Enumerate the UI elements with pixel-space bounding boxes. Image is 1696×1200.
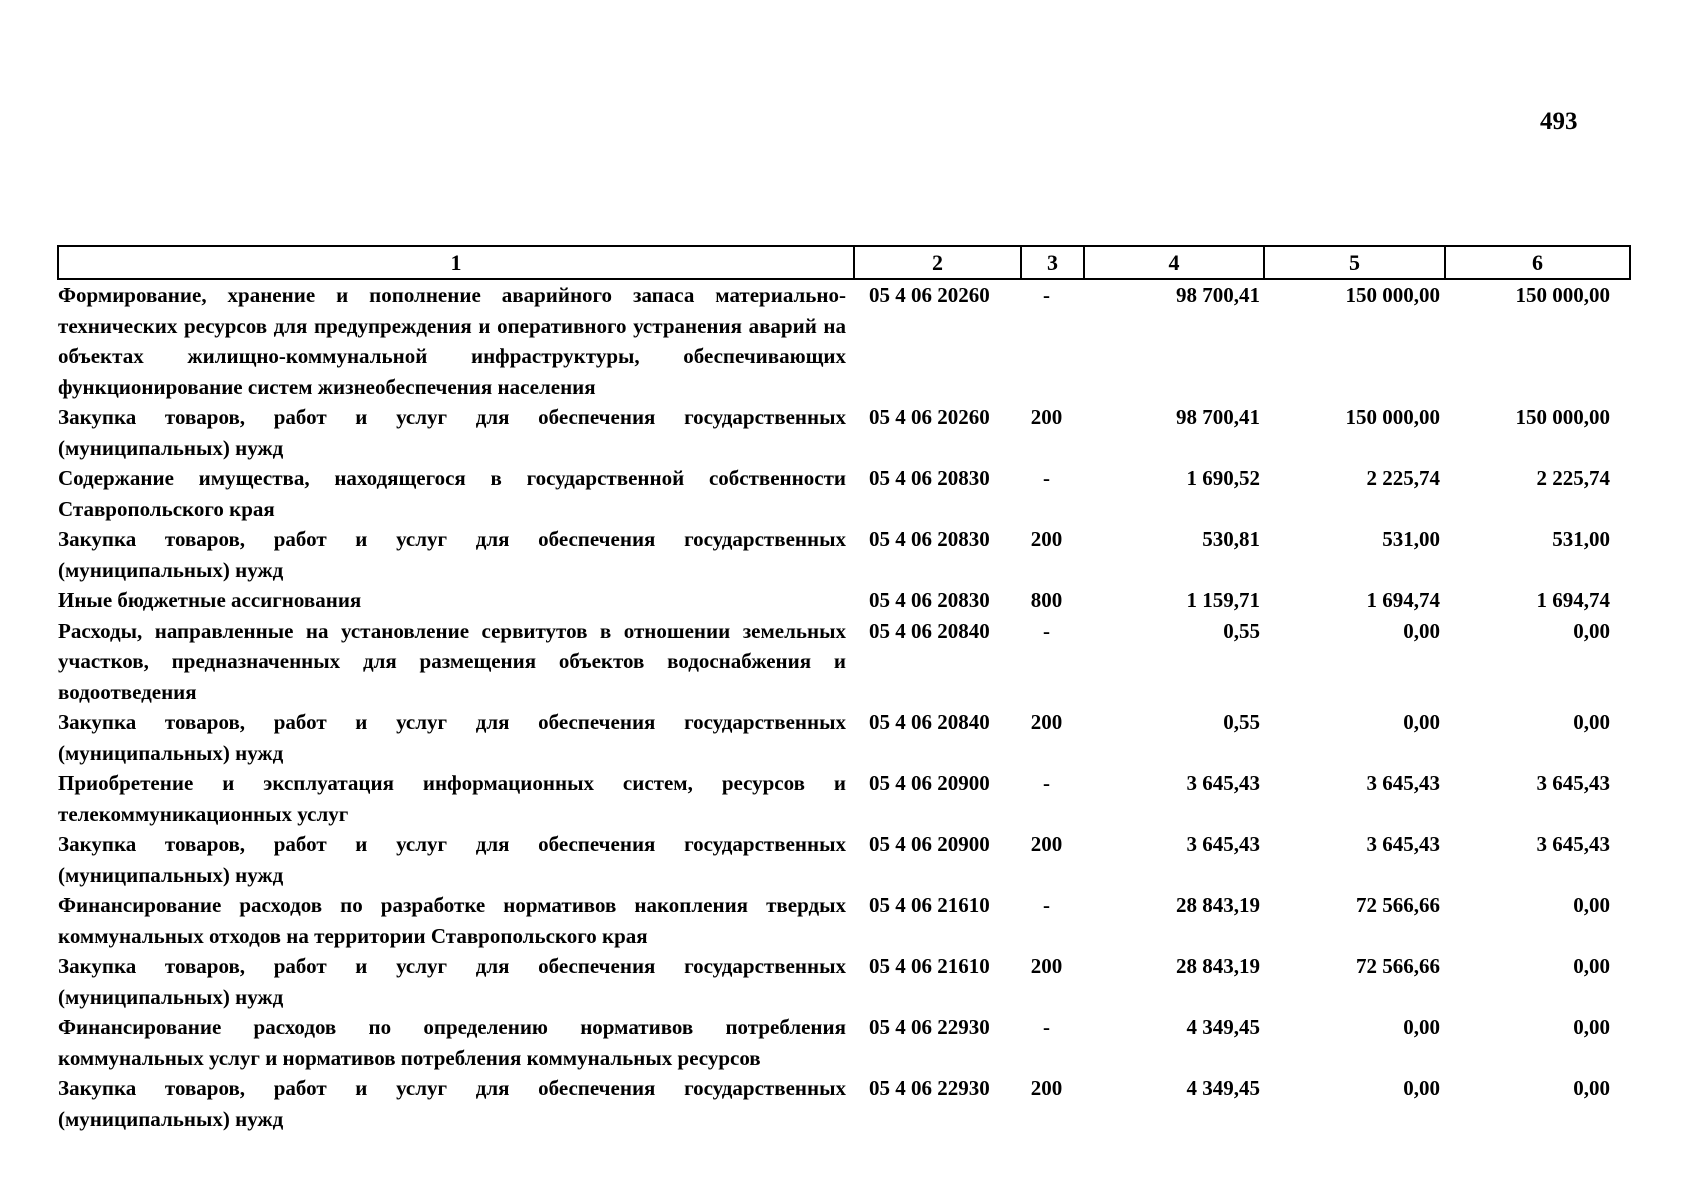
amount-col5: 3 645,43 [1366,832,1440,856]
column-header: 4 [1084,246,1264,279]
amount-col6: 3 645,43 [1536,771,1610,795]
amount-col4: 98 700,41 [1176,405,1260,429]
expense-type: - [1043,466,1050,490]
amount-col6: 0,00 [1573,893,1610,917]
row-name: Иные бюджетные ассигнования [58,588,362,612]
amount-col4: 0,55 [1223,710,1260,734]
amount-col4: 3 645,43 [1186,832,1260,856]
amount-col5: 72 566,66 [1356,893,1440,917]
target-code: 05 4 06 20260 [869,283,990,307]
amount-col6: 0,00 [1573,618,1610,643]
expense-type: - [1043,771,1050,795]
amount-col5: 150 000,00 [1345,283,1440,307]
row-name: Финансирование расходов по определению нормативов потребления коммунальных услуг и нормативов потребления коммунальных ресурсов [58,1015,846,1070]
amount-col6: 0,00 [1573,1076,1610,1100]
target-code: 05 4 06 22930 [869,1015,990,1039]
amount-col6: 150 000,00 [1515,405,1610,429]
amount-col5: 0,00 [1403,710,1440,734]
column-header: 6 [1445,246,1630,279]
column-header: 3 [1021,246,1084,279]
column-header: 5 [1264,246,1445,279]
expense-type: - [1043,283,1050,307]
target-code: 05 4 06 20830 [869,466,990,490]
expense-type: 200 [1030,832,1063,856]
budget-table [57,245,1631,1134]
row-name: Приобретение и эксплуатация информационных систем, ресурсов и телекоммуникационных услуг [58,771,846,826]
amount-col4: 530,81 [1202,527,1260,551]
amount-col5: 1 694,74 [1366,588,1440,612]
expense-type: 200 [1030,527,1063,551]
table-row [58,585,1630,616]
table-row [58,279,1630,402]
target-code: 05 4 06 21610 [869,893,990,917]
table-body [58,279,1630,1134]
amount-col5: 72 566,66 [1356,954,1440,978]
amount-col6: 2 225,74 [1536,466,1610,490]
row-name: Закупка товаров, работ и услуг для обеспечения государственных (муниципальных) нужд [58,954,846,1009]
target-code: 05 4 06 20830 [869,527,990,551]
expense-type: - [1043,1015,1050,1039]
row-name: Закупка товаров, работ и услуг для обеспечения государственных (муниципальных) нужд [58,527,846,582]
expense-type: 200 [1030,710,1063,734]
amount-col4: 0,55 [1223,618,1260,643]
expense-type: 200 [1030,405,1063,429]
amount-col4: 98 700,41 [1176,283,1260,307]
target-code: 05 4 06 20840 [869,710,990,734]
table-row [58,829,1630,890]
amount-col6: 0,00 [1573,1015,1610,1039]
amount-col4: 3 645,43 [1186,771,1260,795]
amount-col6: 531,00 [1552,527,1610,551]
table-row [58,1012,1630,1073]
target-code: 05 4 06 20900 [869,832,990,856]
column-header: 2 [854,246,1021,279]
amount-col5: 2 225,74 [1366,466,1440,490]
amount-col5: 150 000,00 [1345,405,1440,429]
amount-col4: 4 349,45 [1186,1015,1260,1039]
row-name: Формирование, хранение и пополнение аварийного запаса материально-технических ресурсов для предупреждения и оперативного устранения аварий на объектах жилищно-коммунальной инфраструктуры, обеспечивающих функционирование систем жизнеобеспечения населения [58,283,846,399]
row-name: Содержание имущества, находящегося в государственной собственности Ставропольского края [58,466,846,521]
expense-type: - [1043,618,1050,643]
table-row [58,524,1630,585]
expense-type: 800 [1030,588,1063,612]
expense-type: 200 [1030,954,1063,978]
amount-col6: 150 000,00 [1515,283,1610,307]
row-name: Закупка товаров, работ и услуг для обеспечения государственных (муниципальных) нужд [58,405,846,460]
table-header-row [58,246,1630,279]
target-code: 05 4 06 20260 [869,405,990,429]
amount-col5: 531,00 [1382,527,1440,551]
target-code: 05 4 06 21610 [869,954,990,978]
row-name: Закупка товаров, работ и услуг для обеспечения государственных (муниципальных) нужд [58,710,846,765]
target-code: 05 4 06 20900 [869,771,990,795]
target-code: 05 4 06 20830 [869,588,990,612]
amount-col5: 3 645,43 [1366,771,1440,795]
table-row [58,616,1630,708]
table-row [58,890,1630,951]
row-name: Расходы, направленные на установление сервитутов в отношении земельных участков, предназначенных для размещения объектов водоснабжения и водоотведения [58,618,846,704]
amount-col4: 1 159,71 [1186,588,1260,612]
table-row [58,1073,1630,1134]
amount-col6: 0,00 [1573,710,1610,734]
target-code: 05 4 06 20840 [869,618,990,643]
expense-type: 200 [1030,1076,1063,1100]
table-row [58,463,1630,524]
expense-type: - [1043,893,1050,917]
page-number: 493 [1540,108,1578,135]
target-code: 05 4 06 22930 [869,1076,990,1100]
table-row [58,768,1630,829]
row-name: Финансирование расходов по разработке нормативов накопления твердых коммунальных отходов на территории Ставропольского края [58,893,846,948]
amount-col4: 1 690,52 [1186,466,1260,490]
amount-col6: 0,00 [1573,954,1610,978]
table-row [58,707,1630,768]
amount-col6: 1 694,74 [1536,588,1610,612]
amount-col6: 3 645,43 [1536,832,1610,856]
column-header: 1 [58,246,854,279]
amount-col4: 28 843,19 [1176,893,1260,917]
row-name: Закупка товаров, работ и услуг для обеспечения государственных (муниципальных) нужд [58,1076,846,1131]
table-row [58,402,1630,463]
amount-col5: 0,00 [1403,618,1440,643]
table-row [58,951,1630,1012]
amount-col4: 28 843,19 [1176,954,1260,978]
amount-col4: 4 349,45 [1186,1076,1260,1100]
amount-col5: 0,00 [1403,1015,1440,1039]
row-name: Закупка товаров, работ и услуг для обеспечения государственных (муниципальных) нужд [58,832,846,887]
amount-col5: 0,00 [1403,1076,1440,1100]
